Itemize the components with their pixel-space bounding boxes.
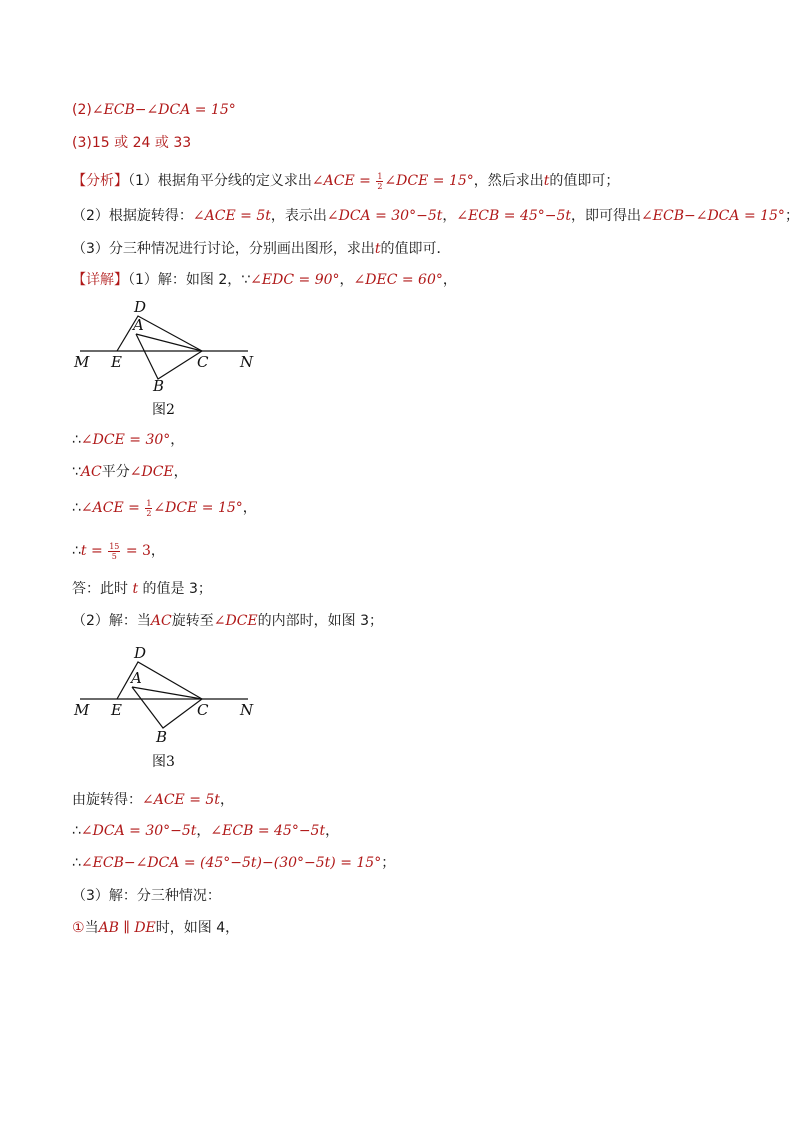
label-e: E	[111, 353, 122, 371]
detail-head-t1: ，	[339, 272, 354, 288]
step-3-post: ，	[242, 500, 257, 516]
step-3-expr-b: ∠DCE = 15°	[153, 500, 243, 516]
label-c: C	[197, 701, 209, 719]
label-d: D	[134, 298, 147, 316]
part-2-head	[72, 611, 383, 631]
step-5-var: t	[132, 581, 139, 597]
label-d: D	[134, 644, 147, 662]
figure-3-caption: 图3	[152, 754, 175, 770]
label-b: B	[156, 728, 168, 746]
label-n: N	[240, 701, 254, 719]
label-n: N	[240, 353, 254, 371]
label-m: M	[74, 701, 90, 719]
step-2-pre: ∵	[72, 464, 81, 480]
part-2-mid: 旋转至	[171, 613, 214, 629]
step-4-expr-a: t =	[80, 543, 108, 559]
analysis-p1-expr-b: ∠DCE = 15°	[384, 173, 474, 189]
answer-3	[72, 133, 191, 153]
analysis-p2-e4: ∠ECB−∠DCA = 15°	[641, 208, 785, 224]
rotate-1-post: ，	[219, 792, 234, 808]
analysis-p3-prefix: （3）分三种情况进行讨论，分别画出图形，求出	[72, 241, 375, 257]
step-5-suffix: 的值是 3；	[138, 581, 212, 597]
step-1-expr: ∠DCE = 30°	[80, 432, 171, 448]
fraction-half: $\frac{1}{2}$	[146, 498, 152, 518]
part-3-text: （3）解：分三种情况：	[72, 888, 221, 904]
analysis-p1	[72, 171, 619, 191]
answer-3-label: (3)	[72, 135, 92, 151]
label-e: E	[111, 701, 122, 719]
analysis-p1-mid: ，然后求出	[473, 173, 544, 189]
step-5	[72, 579, 212, 599]
analysis-p2-e3: ∠ECB = 45°−5t	[456, 208, 572, 224]
detail-head-t2: ，	[442, 272, 457, 288]
step-4-post: ，	[150, 543, 165, 559]
step-1-pre: ∴	[72, 432, 81, 448]
step-5-prefix: 答：此时	[72, 581, 133, 597]
label-a: A	[131, 669, 142, 687]
answer-2-expr: ∠ECB−∠DCA = 15°	[91, 102, 236, 118]
detail-head	[72, 270, 457, 290]
detail-head-prefix: （1）解：如图 2，∵	[128, 272, 251, 288]
part-3-head	[72, 886, 221, 906]
figure-3	[70, 642, 270, 772]
rotate-3-pre: ∴	[72, 855, 81, 871]
analysis-p2-t4: ；	[784, 208, 799, 224]
detail-tag: 【详解】	[72, 272, 128, 288]
part-2-suffix: 的内部时，如图 3；	[257, 613, 383, 629]
case-1-mark: ①	[72, 920, 85, 936]
fraction-half: $\frac{1}{2}$	[377, 171, 383, 191]
answer-3-value-2: 24	[132, 135, 151, 151]
answer-3-or-1: 或	[109, 135, 133, 151]
analysis-p2-e1: ∠ACE = 5t	[192, 208, 271, 224]
analysis-p2	[72, 206, 799, 226]
analysis-p2-t2: ，	[442, 208, 457, 224]
rotate-3	[72, 853, 395, 873]
step-2	[72, 462, 188, 482]
analysis-p2-t1: ，表示出	[270, 208, 327, 224]
step-3-pre: ∴	[72, 500, 81, 516]
case-1-suffix: 时，如图 4，	[155, 920, 240, 936]
rotate-2-post: ，	[325, 823, 340, 839]
part-2-prefix: （2）解：当	[72, 613, 151, 629]
label-c: C	[197, 353, 209, 371]
rotate-2-pre: ∴	[72, 823, 81, 839]
analysis-p1-var: t	[543, 173, 550, 189]
triangle-acb	[136, 334, 202, 379]
analysis-p3	[72, 239, 451, 259]
step-3	[72, 498, 257, 518]
detail-head-e1: ∠EDC = 90°	[250, 272, 340, 288]
detail-head-e2: ∠DEC = 60°	[353, 272, 443, 288]
rotate-1-expr: ∠ACE = 5t	[142, 792, 220, 808]
analysis-p3-var: t	[374, 241, 381, 257]
step-2-post: ，	[173, 464, 188, 480]
rotate-3-post: ；	[381, 855, 396, 871]
part-2-e2: ∠DCE	[213, 613, 258, 629]
analysis-tag: 【分析】	[72, 173, 128, 189]
answer-2	[72, 100, 236, 120]
analysis-p2-e2: ∠DCA = 30°−5t	[326, 208, 443, 224]
label-a: A	[133, 316, 144, 334]
step-1	[72, 430, 184, 450]
label-b: B	[153, 377, 165, 395]
answer-3-value-3: 33	[173, 135, 192, 151]
rotate-2-mid: ，	[196, 823, 211, 839]
figure-2	[70, 294, 270, 422]
step-2-mid: 平分	[101, 464, 130, 480]
rotate-2-e2: ∠ECB = 45°−5t	[210, 823, 326, 839]
step-4	[72, 541, 165, 561]
answer-2-label: (2)	[72, 102, 92, 118]
rotate-2-e1: ∠DCA = 30°−5t	[80, 823, 197, 839]
triangle-dec	[117, 316, 202, 351]
case-1	[72, 918, 239, 938]
step-4-expr-b: = 3	[121, 543, 151, 559]
rotate-1	[72, 790, 234, 810]
rotate-3-expr: ∠ECB−∠DCA = (45°−5t)−(30°−5t) = 15°	[80, 855, 382, 871]
triangle-dec	[117, 662, 202, 699]
figure-2-caption: 图2	[152, 402, 175, 418]
analysis-p1-expr-a: ∠ACE =	[311, 173, 376, 189]
analysis-p1-prefix: （1）根据角平分线的定义求出	[128, 173, 312, 189]
step-3-expr-a: ∠ACE =	[80, 500, 145, 516]
step-2-e1: AC	[80, 464, 102, 480]
fraction-15-over-5: $\frac{15}{5}$	[109, 541, 120, 561]
answer-3-value-1: 15	[91, 135, 110, 151]
label-m: M	[74, 353, 90, 371]
part-2-e1: AC	[150, 613, 172, 629]
rotate-2	[72, 821, 339, 841]
step-2-e2: ∠DCE	[129, 464, 174, 480]
step-1-post: ，	[170, 432, 185, 448]
step-4-pre: ∴	[72, 543, 81, 559]
analysis-p2-t3: ，即可得出	[571, 208, 642, 224]
analysis-p2-prefix: （2）根据旋转得：	[72, 208, 193, 224]
case-1-e1: AB ∥ DE	[98, 920, 156, 936]
analysis-p3-suffix: 的值即可．	[380, 241, 451, 257]
analysis-p1-suffix: 的值即可；	[549, 173, 620, 189]
rotate-1-pre: 由旋转得：	[72, 792, 142, 808]
case-1-pre: 当	[84, 920, 99, 936]
answer-3-or-2: 或	[150, 135, 174, 151]
